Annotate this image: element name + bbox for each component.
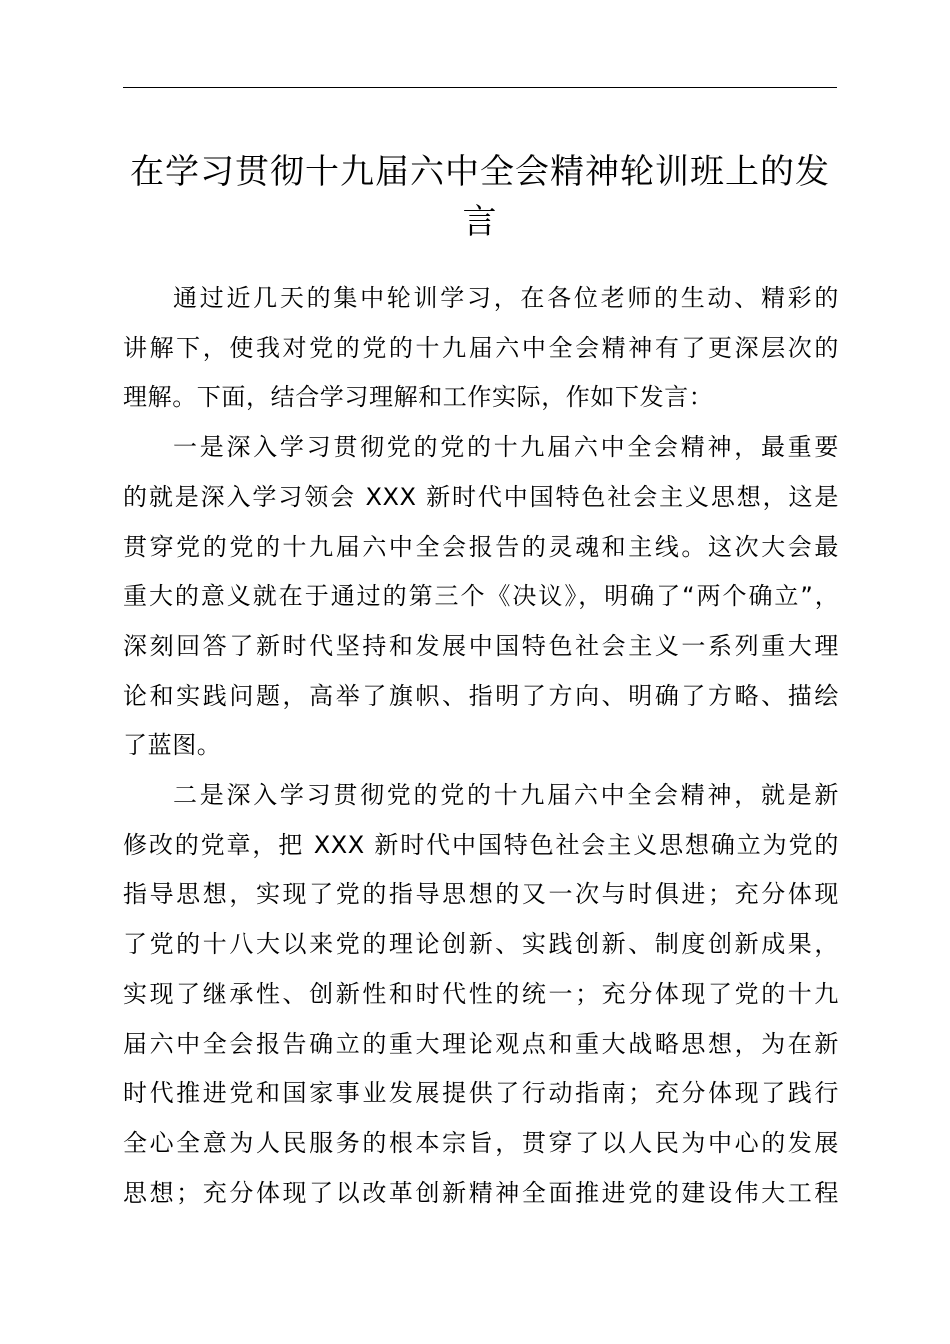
text-line: 二是深入学习贯彻党的党的十九届六中全会精神，就是新	[173, 781, 839, 810]
document-title	[123, 147, 837, 247]
text-line: 思想；充分体现了以改革创新精神全面推进党的建设伟大工程	[123, 1178, 839, 1207]
text-line: 修改的党章，把 XXX 新时代中国特色社会主义思想确立为党的	[123, 830, 839, 859]
title-line-2: 言	[462, 202, 498, 242]
text-line: 时代推进党和国家事业发展提供了行动指南；充分体现了践行	[123, 1079, 839, 1108]
paragraph-intro	[123, 274, 839, 423]
header-rule	[123, 87, 837, 88]
text-line: 论和实践问题，高举了旗帜、指明了方向、明确了方略、描绘	[123, 681, 839, 710]
text-line: 通过近几天的集中轮训学习，在各位老师的生动、精彩的	[173, 284, 839, 312]
text-line: 届六中全会报告确立的重大理论观点和重大战略思想，为在新	[123, 1029, 839, 1058]
paragraph-point-two	[123, 771, 839, 1218]
text-line: 了蓝图。	[123, 731, 222, 760]
title-line-1: 在学习贯彻十九届六中全会精神轮训班上的发	[130, 152, 830, 192]
text-line: 一是深入学习贯彻党的党的十九届六中全会精神，最重要	[173, 433, 839, 462]
text-line: 贯穿党的党的十九届六中全会报告的灵魂和主线。这次大会最	[123, 532, 839, 561]
text-line: 理解。下面，结合学习理解和工作实际，作如下发言：	[123, 383, 714, 412]
text-line: 实现了继承性、创新性和时代性的统一；充分体现了党的十九	[123, 979, 839, 1008]
text-line: 重大的意义就在于通过的第三个《决议》，明确了“两个确立”，	[123, 582, 839, 611]
paragraph-point-one	[123, 423, 839, 771]
text-line: 全心全意为人民服务的根本宗旨，贯穿了以人民为中心的发展	[123, 1128, 839, 1157]
document-body	[123, 274, 839, 1218]
text-line: 的就是深入学习领会 XXX 新时代中国特色社会主义思想，这是	[123, 482, 839, 511]
text-line: 讲解下，使我对党的党的十九届六中全会精神有了更深层次的	[123, 333, 839, 362]
text-line: 了党的十八大以来党的理论创新、实践创新、制度创新成果，	[123, 930, 839, 959]
text-line: 深刻回答了新时代坚持和发展中国特色社会主义一系列重大理	[123, 631, 839, 660]
text-line: 指导思想，实现了党的指导思想的又一次与时俱进；充分体现	[123, 880, 839, 909]
